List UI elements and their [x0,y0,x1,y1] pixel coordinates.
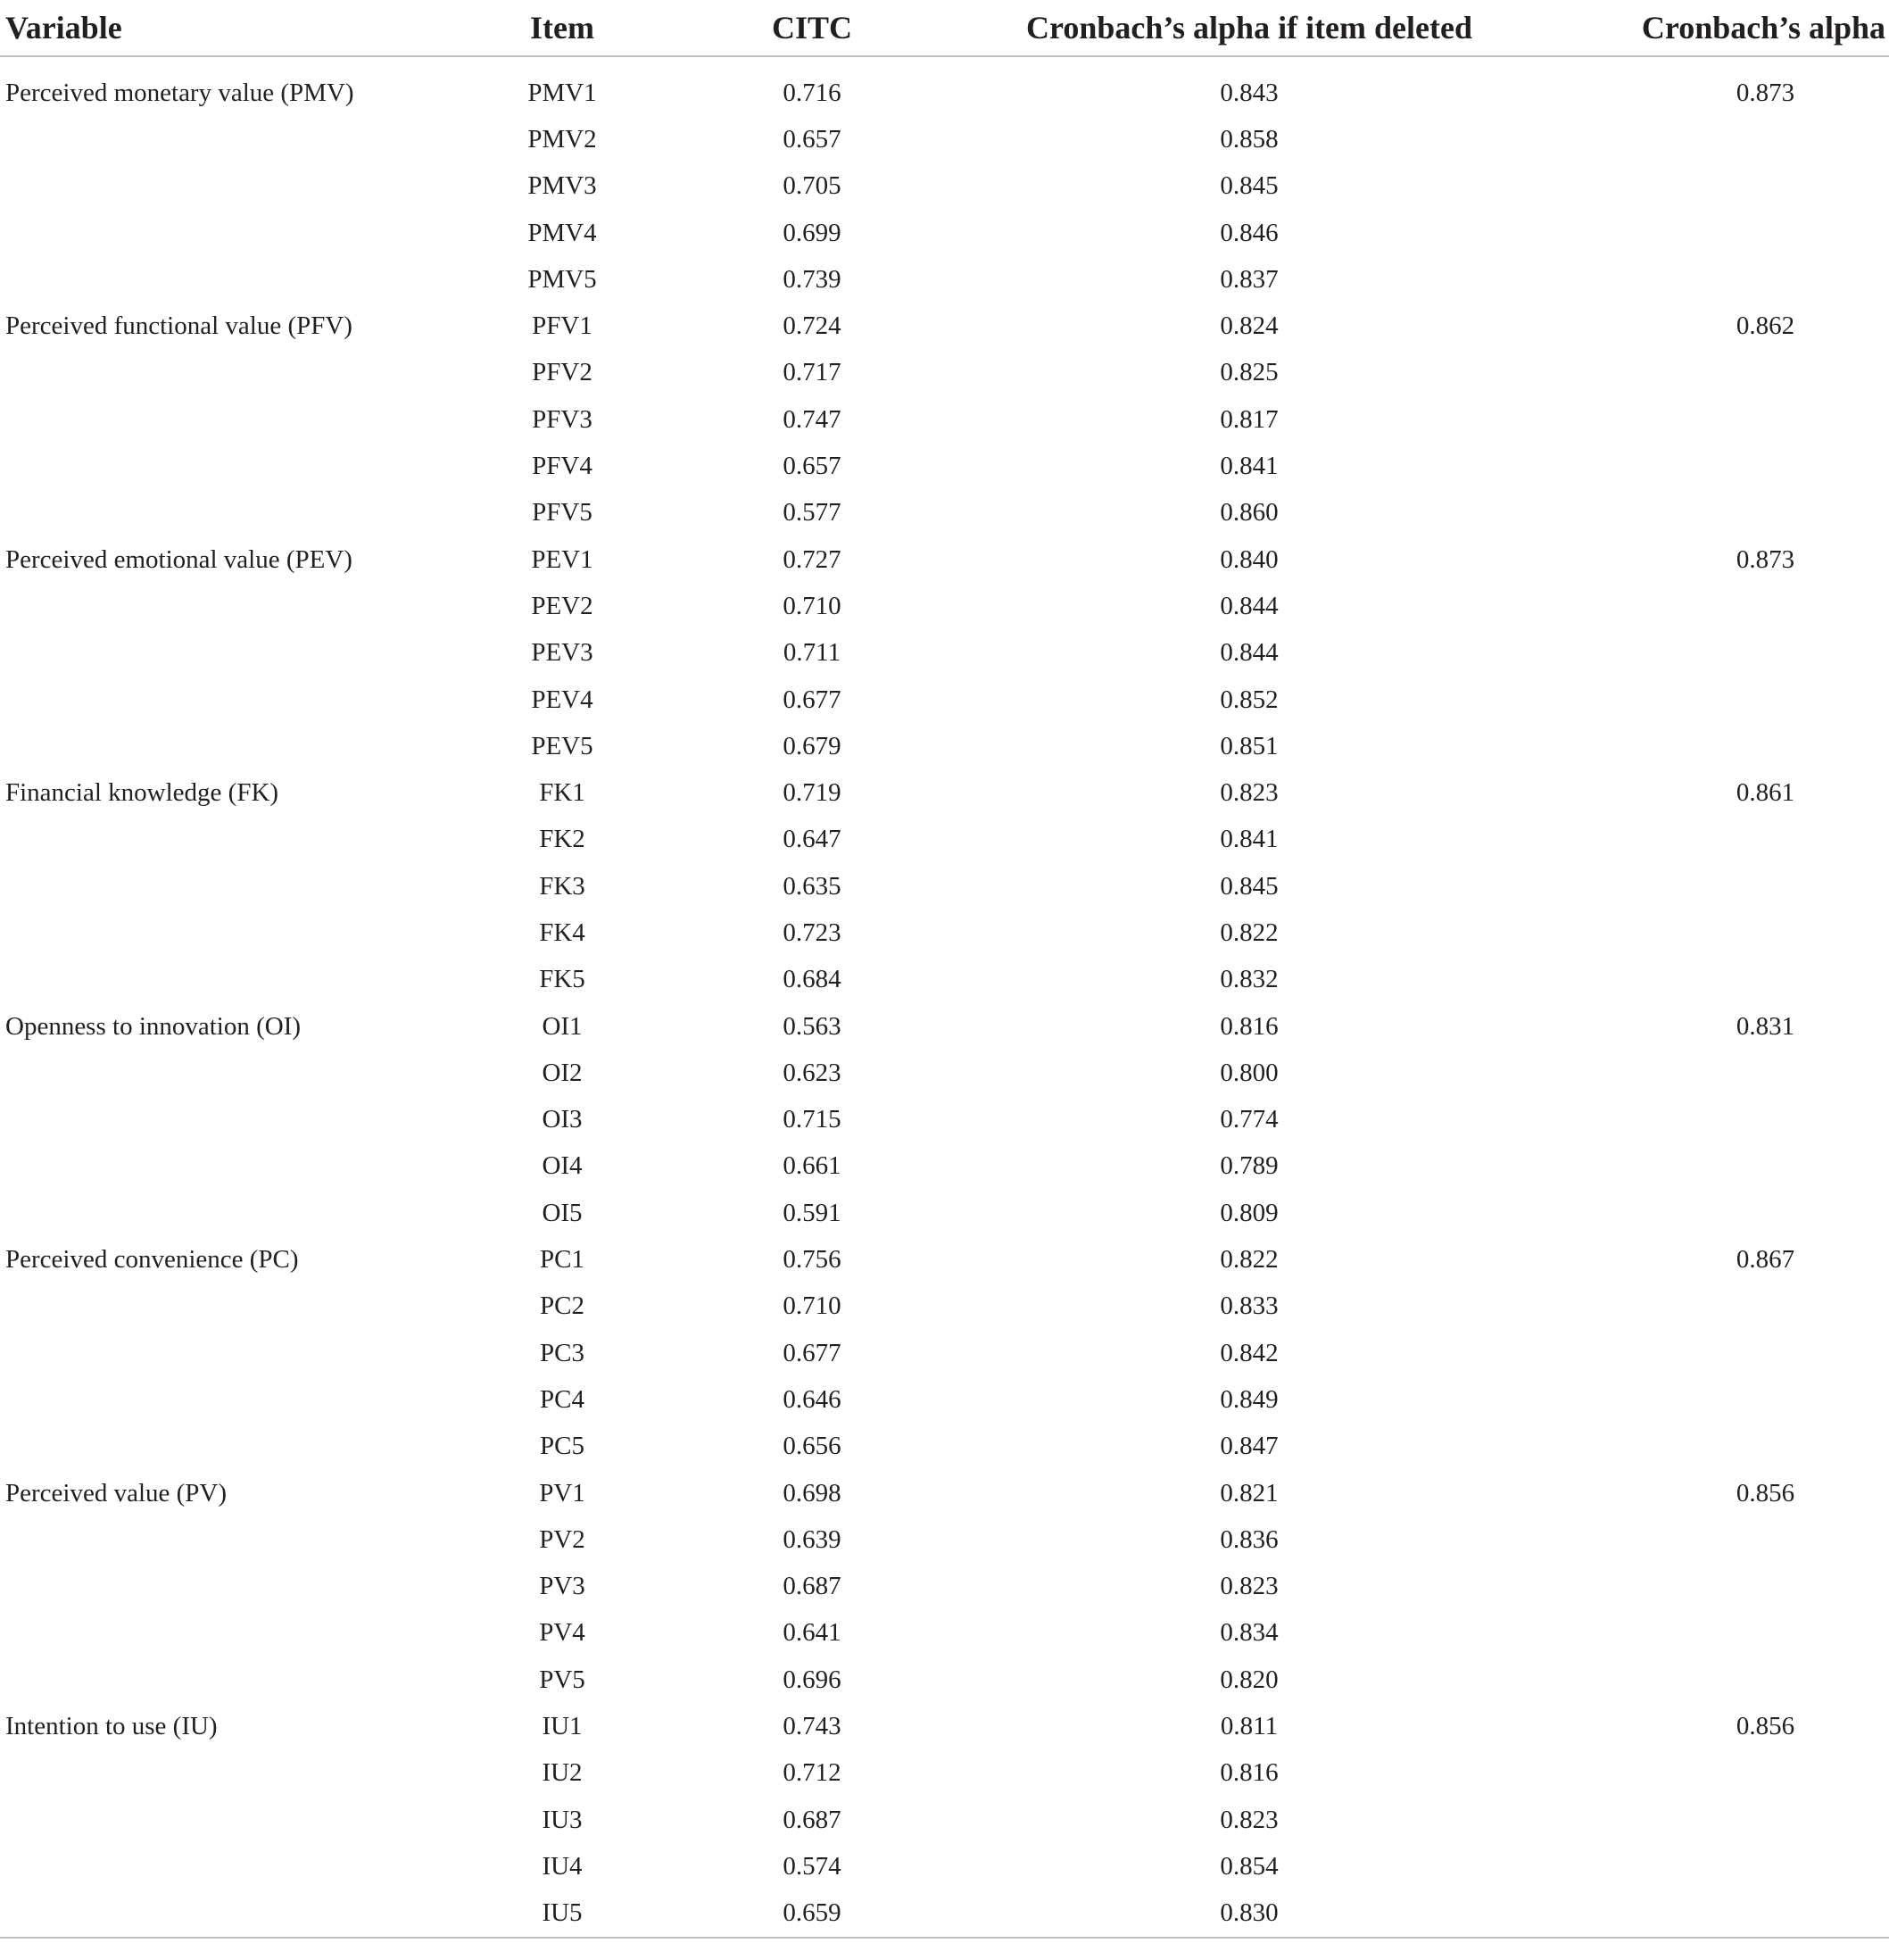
alpha-if-deleted-cell: 0.822 [1220,1245,1279,1275]
item-cell: IU3 [542,1805,583,1834]
alpha-if-deleted-cell: 0.816 [1220,1758,1279,1788]
item-cell: OI2 [542,1058,583,1087]
variable-cell [0,630,500,677]
variable-cell [0,583,500,629]
citc-cell: 0.677 [783,685,841,714]
alpha-if-deleted-cell: 0.837 [1220,264,1279,294]
table-row [0,1657,1889,1703]
alpha-if-deleted-cell: 0.774 [1220,1105,1279,1134]
alpha-cell [1499,817,1889,863]
table-row [0,630,1889,677]
alpha-if-deleted-cell: 0.845 [1220,871,1279,901]
variable-cell [0,1283,500,1330]
citc-cell: 0.647 [783,825,841,854]
citc-cell: 0.711 [783,638,841,668]
alpha-if-deleted-cell: 0.842 [1220,1338,1279,1367]
citc-cell: 0.687 [783,1572,841,1601]
variable-cell: Perceived monetary value (PMV) [5,78,354,107]
variable-cell: Perceived convenience (PC) [5,1245,299,1275]
item-cell: PMV4 [527,218,597,247]
table-row [0,396,1889,443]
citc-cell: 0.646 [783,1384,841,1414]
alpha-cell [1499,1097,1889,1143]
citc-cell: 0.719 [783,778,841,808]
header-item: Item [500,0,625,56]
item-cell: PV4 [539,1618,585,1648]
table-row [0,1564,1889,1610]
variable-cell [0,863,500,909]
item-cell: FK4 [539,918,585,947]
header-variable: Variable [0,0,500,56]
alpha-cell [1499,723,1889,769]
citc-cell: 0.563 [783,1011,841,1041]
alpha-cell [1499,1050,1889,1096]
item-cell: PC1 [540,1245,584,1275]
variable-cell [0,490,500,536]
variable-cell: Perceived value (PV) [5,1478,228,1507]
variable-cell [0,1143,500,1190]
variable-cell [0,1050,500,1096]
variable-cell [0,1890,500,1938]
variable-cell [0,677,500,723]
item-cell: PMV1 [527,78,597,107]
alpha-cell [1499,210,1889,256]
citc-cell: 0.698 [783,1478,841,1507]
alpha-cell [1499,396,1889,443]
alpha-cell [1499,256,1889,303]
table-row [0,723,1889,769]
alpha-if-deleted-cell: 0.824 [1220,311,1279,341]
variable-cell [0,443,500,489]
item-cell: IU1 [542,1712,583,1741]
alpha-if-deleted-cell: 0.844 [1220,638,1279,668]
citc-cell: 0.723 [783,918,841,947]
variable-cell [0,1190,500,1236]
table-row [0,443,1889,489]
table-row [0,583,1889,629]
table-row [0,1143,1889,1190]
item-cell: IU4 [542,1851,583,1881]
alpha-cell [1499,863,1889,909]
variable-cell [0,1564,500,1610]
variable-cell [0,957,500,1003]
citc-cell: 0.574 [783,1851,841,1881]
citc-cell: 0.639 [783,1524,841,1554]
variable-cell [0,1516,500,1563]
alpha-if-deleted-cell: 0.851 [1220,731,1279,760]
alpha-cell [1499,1890,1889,1938]
alpha-cell [1499,583,1889,629]
variable-cell [0,210,500,256]
alpha-cell [1499,1424,1889,1470]
table-row [0,1890,1889,1938]
item-cell: FK2 [539,825,585,854]
alpha-cell [1499,490,1889,536]
item-cell: PFV5 [532,498,592,527]
table-row [0,817,1889,863]
table-row [0,490,1889,536]
variable-cell [0,1610,500,1657]
alpha-cell [1499,1564,1889,1610]
item-cell: PMV2 [527,124,597,154]
variable-cell [0,256,500,303]
citc-cell: 0.679 [783,731,841,760]
alpha-cell [1499,957,1889,1003]
citc-cell: 0.756 [783,1245,841,1275]
variable-cell [0,1097,500,1143]
table-body [0,56,1889,1938]
alpha-if-deleted-cell: 0.843 [1220,78,1279,107]
table-row [0,1283,1889,1330]
header-alpha: Cronbach’s alpha [1499,0,1889,56]
header-row [0,0,1889,56]
variable-cell: Intention to use (IU) [5,1712,218,1741]
alpha-cell: 0.867 [1736,1245,1795,1275]
item-cell: PV2 [539,1524,585,1554]
citc-cell: 0.717 [783,358,841,387]
item-cell: PC3 [540,1338,584,1367]
alpha-cell [1499,1657,1889,1703]
alpha-if-deleted-cell: 0.823 [1220,778,1279,808]
alpha-if-deleted-cell: 0.833 [1220,1291,1279,1321]
table-row [0,909,1889,956]
alpha-cell [1499,116,1889,162]
citc-cell: 0.747 [783,404,841,434]
citc-cell: 0.635 [783,871,841,901]
item-cell: PC5 [540,1432,584,1461]
variable-cell [0,1843,500,1889]
item-cell: PEV3 [531,638,593,668]
item-cell: PFV2 [532,358,592,387]
item-cell: PC2 [540,1291,584,1321]
variable-cell [0,163,500,210]
alpha-cell: 0.873 [1736,78,1795,107]
item-cell: PFV3 [532,404,592,434]
table-row [0,1330,1889,1376]
item-cell: PC4 [540,1384,584,1414]
alpha-cell [1499,163,1889,210]
item-cell: OI5 [542,1198,583,1227]
citc-cell: 0.657 [783,452,841,481]
item-cell: FK1 [539,778,585,808]
alpha-if-deleted-cell: 0.847 [1220,1432,1279,1461]
table-row [0,536,1889,583]
citc-cell: 0.591 [783,1198,841,1227]
item-cell: PV5 [539,1665,585,1694]
alpha-cell [1499,677,1889,723]
alpha-if-deleted-cell: 0.811 [1220,1712,1279,1741]
variable-cell: Perceived emotional value (PEV) [5,544,352,574]
table-row [0,1843,1889,1889]
item-cell: IU2 [542,1758,583,1788]
citc-cell: 0.727 [783,544,841,574]
table-row [0,70,1889,116]
item-cell: OI4 [542,1151,583,1181]
item-cell: PMV3 [527,171,597,201]
table-row [0,256,1889,303]
item-cell: PEV5 [531,731,593,760]
alpha-cell [1499,350,1889,396]
variable-cell [0,1424,500,1470]
citc-cell: 0.705 [783,171,841,201]
table-row [0,1236,1889,1283]
alpha-if-deleted-cell: 0.852 [1220,685,1279,714]
table-row [0,1703,1889,1749]
alpha-if-deleted-cell: 0.800 [1220,1058,1279,1087]
variable-cell [0,116,500,162]
alpha-if-deleted-cell: 0.841 [1220,825,1279,854]
table-row [0,1003,1889,1050]
alpha-cell [1499,1516,1889,1563]
alpha-if-deleted-cell: 0.858 [1220,124,1279,154]
alpha-if-deleted-cell: 0.834 [1220,1618,1279,1648]
alpha-if-deleted-cell: 0.836 [1220,1524,1279,1554]
variable-cell [0,909,500,956]
citc-cell: 0.677 [783,1338,841,1367]
alpha-if-deleted-cell: 0.841 [1220,452,1279,481]
alpha-cell [1499,630,1889,677]
item-cell: IU5 [500,1890,625,1938]
citc-cell: 0.659 [625,1890,999,1938]
citc-cell: 0.684 [783,965,841,994]
citc-cell: 0.641 [783,1618,841,1648]
item-cell: PFV4 [532,452,592,481]
variable-cell [0,1797,500,1843]
variable-cell [0,396,500,443]
variable-cell [0,350,500,396]
citc-cell: 0.743 [783,1712,841,1741]
citc-cell: 0.712 [783,1758,841,1788]
alpha-cell [1499,1143,1889,1190]
variable-cell: Financial knowledge (FK) [5,778,279,808]
citc-cell: 0.699 [783,218,841,247]
alpha-cell: 0.862 [1736,311,1795,341]
table-row [0,1750,1889,1797]
table-row [0,1097,1889,1143]
table-row [0,116,1889,162]
citc-cell: 0.656 [783,1432,841,1461]
alpha-if-deleted-cell: 0.849 [1220,1384,1279,1414]
variable-cell: Openness to innovation (OI) [5,1011,302,1041]
table-row [0,1516,1889,1563]
alpha-if-deleted-cell: 0.820 [1220,1665,1279,1694]
alpha-if-deleted-cell: 0.846 [1220,218,1279,247]
alpha-cell [1499,1797,1889,1843]
alpha-cell [1499,443,1889,489]
alpha-cell: 0.873 [1736,544,1795,574]
alpha-if-deleted-cell: 0.840 [1220,544,1279,574]
item-cell: PV1 [539,1478,585,1507]
table-row [0,1470,1889,1516]
alpha-if-deleted-cell: 0.823 [1220,1572,1279,1601]
item-cell: PFV1 [532,311,592,341]
table-row [0,210,1889,256]
item-cell: PEV2 [531,591,593,620]
item-cell: FK3 [539,871,585,901]
alpha-cell: 0.861 [1736,778,1795,808]
citc-cell: 0.739 [783,264,841,294]
table-row [0,303,1889,349]
alpha-if-deleted-cell: 0.789 [1220,1151,1279,1181]
alpha-if-deleted-cell: 0.821 [1220,1478,1279,1507]
variable-cell [0,1657,500,1703]
citc-cell: 0.577 [783,498,841,527]
table-header [0,0,1889,56]
spacer-cell [0,56,1889,70]
alpha-if-deleted-cell: 0.844 [1220,591,1279,620]
table-row [0,163,1889,210]
citc-cell: 0.710 [783,1291,841,1321]
table-row [0,677,1889,723]
alpha-if-deleted-cell: 0.809 [1220,1198,1279,1227]
table-row [0,957,1889,1003]
alpha-if-deleted-cell: 0.854 [1220,1851,1279,1881]
alpha-cell [1499,1376,1889,1423]
citc-cell: 0.710 [783,591,841,620]
alpha-cell: 0.856 [1736,1712,1795,1741]
citc-cell: 0.696 [783,1665,841,1694]
citc-cell: 0.687 [783,1805,841,1834]
citc-cell: 0.623 [783,1058,841,1087]
alpha-cell [1499,1610,1889,1657]
citc-cell: 0.716 [783,78,841,107]
item-cell: OI3 [542,1105,583,1134]
table-row [0,769,1889,816]
variable-cell: Perceived functional value (PFV) [5,311,352,341]
item-cell: PEV4 [531,685,593,714]
citc-cell: 0.715 [783,1105,841,1134]
header-spacer [0,56,1889,70]
item-cell: PEV1 [531,544,593,574]
table-row [0,1424,1889,1470]
variable-cell [0,1330,500,1376]
alpha-if-deleted-cell: 0.832 [1220,965,1279,994]
table-row [0,1376,1889,1423]
variable-cell [0,817,500,863]
alpha-if-deleted-cell: 0.817 [1220,404,1279,434]
variable-cell [0,1750,500,1797]
citc-cell: 0.724 [783,311,841,341]
alpha-cell: 0.831 [1736,1011,1795,1041]
table-row [0,863,1889,909]
alpha-if-deleted-cell: 0.816 [1220,1011,1279,1041]
item-cell: FK5 [539,965,585,994]
table-row [0,350,1889,396]
header-alpha-if-deleted: Cronbach’s alpha if item deleted [999,0,1499,56]
alpha-if-deleted-cell: 0.830 [999,1890,1499,1938]
alpha-if-deleted-cell: 0.860 [1220,498,1279,527]
table-row [0,1610,1889,1657]
alpha-cell [1499,1750,1889,1797]
alpha-if-deleted-cell: 0.823 [1220,1805,1279,1834]
variable-cell [0,723,500,769]
alpha-if-deleted-cell: 0.822 [1220,918,1279,947]
citc-cell: 0.657 [783,124,841,154]
table-row [0,1050,1889,1096]
header-citc: CITC [625,0,999,56]
alpha-cell [1499,909,1889,956]
table-row [0,1797,1889,1843]
alpha-cell: 0.856 [1736,1478,1795,1507]
variable-cell [0,1376,500,1423]
item-cell: OI1 [542,1011,583,1041]
item-cell: PMV5 [527,264,597,294]
alpha-cell [1499,1330,1889,1376]
alpha-cell [1499,1283,1889,1330]
citc-cell: 0.661 [783,1151,841,1181]
item-cell: PV3 [539,1572,585,1601]
alpha-cell [1499,1843,1889,1889]
alpha-if-deleted-cell: 0.845 [1220,171,1279,201]
table-row [0,1190,1889,1236]
alpha-if-deleted-cell: 0.825 [1220,358,1279,387]
alpha-cell [1499,1190,1889,1236]
